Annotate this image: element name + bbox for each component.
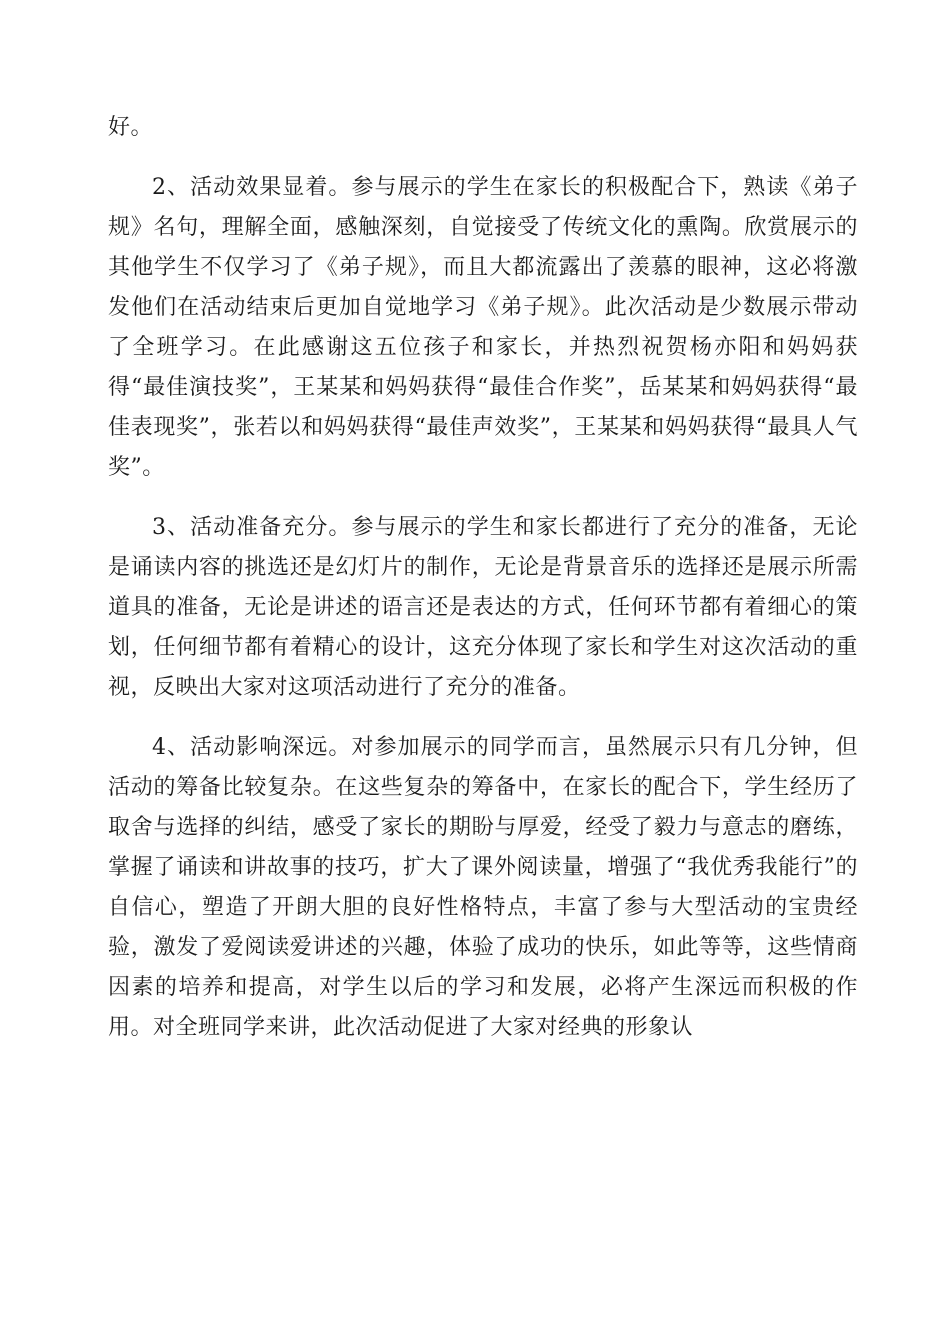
paragraph-preparation: 3、活动准备充分。参与展示的学生和家长都进行了充分的准备，无论是诵读内容的挑选还是幻灯片的制作，无论是背景音乐的选择还是展示所需道具的准备，无论是讲述的语言还是表达的方式，任何环节都有着细心的策划，任何细节都有着精心的设计，这充分体现了家长和学生对这次活动的重视，反映出大家对这项活动进行了充分的准备。 bbox=[108, 515, 858, 700]
paragraph-effect: 2、活动效果显着。参与展示的学生在家长的积极配合下，熟读《弟子规》名句，理解全面，感触深刻，自觉接受了传统文化的熏陶。欣赏展示的其他学生不仅学习了《弟子规》，而且大都流露出了羡慕的眼神，这必将激发他们在活动结束后更加自觉地学习《弟子规》。此次活动是少数展示带动了全班学习。在此感谢这五位孩子和家长，并热烈祝贺杨亦阳和妈妈获得“最佳演技奖”，王某某和妈妈获得“最佳合作奖”，岳某某和妈妈获得“最佳表现奖”，张若以和妈妈获得“最佳声效奖”，王某某和妈妈获得“最具人气奖”。 bbox=[108, 175, 858, 480]
paragraph-continuation: 好。 bbox=[108, 115, 154, 140]
paragraph-influence: 4、活动影响深远。对参加展示的同学而言，虽然展示只有几分钟，但活动的筹备比较复杂。在这些复杂的筹备中，在家长的配合下，学生经历了取舍与选择的纠结，感受了家长的期盼与厚爱，经受了毅力与意志的磨练，掌握了诵读和讲故事的技巧，扩大了课外阅读量，增强了“我优秀我能行”的自信心，塑造了开朗大胆的良好性格特点，丰富了参与大型活动的宝贵经验，激发了爱阅读爱讲述的兴趣，体验了成功的快乐，如此等等，这些情商因素的培养和提高，对学生以后的学习和发展，必将产生深远而积极的作用。对全班同学来讲，此次活动促进了大家对经典的形象认 bbox=[108, 735, 858, 1040]
document-body bbox=[108, 108, 858, 1048]
